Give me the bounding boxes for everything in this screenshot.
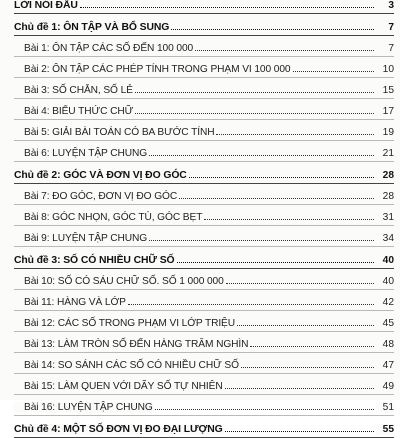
lesson-page: 21 [376, 148, 394, 159]
lesson-label: Bài 6: LUYỆN TẬP CHUNG [14, 148, 148, 159]
lesson-label: Bài 12: CÁC SỐ TRONG PHẠM VI LỚP TRIỆU [14, 318, 236, 329]
lesson-page: 40 [376, 276, 394, 287]
leader-dots [293, 70, 375, 72]
lesson-label: Bài 3: SỐ CHẴN, SỐ LẺ [14, 85, 134, 96]
toc-lesson-12 [14, 311, 394, 332]
chapter-title: Chủ đề 1: ÔN TẬP VÀ BỔ SUNG [14, 22, 170, 33]
toc-lesson-2 [14, 57, 394, 78]
chapter-title: Chủ đề 3: SỐ CÓ NHIỀU CHỮ SỐ [14, 255, 175, 266]
leader-dots [241, 366, 374, 368]
lesson-page: 47 [376, 360, 394, 371]
leader-dots [237, 324, 374, 326]
chapter-title: Chủ đề 2: GÓC VÀ ĐƠN VỊ ĐO GÓC [14, 170, 187, 181]
leader-dots [80, 6, 374, 8]
toc-preface [14, 0, 394, 14]
leader-dots [225, 430, 374, 432]
toc-lesson-5 [14, 120, 394, 141]
lesson-label: Bài 1: ÔN TẬP CÁC SỐ ĐẾN 100 000 [14, 43, 194, 54]
lesson-page: 34 [376, 233, 394, 244]
leader-dots [149, 239, 374, 241]
toc-lesson-7 [14, 184, 394, 205]
toc-lesson-1 [14, 36, 394, 57]
toc-lesson-13 [14, 332, 394, 353]
toc-lesson-3 [14, 78, 394, 99]
lesson-page: 15 [376, 85, 394, 96]
chapter-title: Chủ đề 4: MỘT SỐ ĐƠN VỊ ĐO ĐẠI LƯỢNG [14, 424, 223, 435]
leader-dots [250, 345, 374, 347]
leader-dots [177, 261, 374, 263]
table-of-contents [14, 0, 394, 438]
toc-lesson-9 [14, 226, 394, 247]
toc-chapter-4 [14, 416, 394, 438]
toc-preface-label: LỜI NÓI ĐẦU [14, 0, 78, 11]
chapter-page: 28 [376, 170, 394, 181]
toc-lesson-15 [14, 374, 394, 395]
lesson-page: 10 [376, 64, 394, 75]
toc-lesson-14 [14, 353, 394, 374]
leader-dots [179, 197, 374, 199]
lesson-page: 31 [376, 212, 394, 223]
leader-dots [204, 218, 374, 220]
toc-lesson-10 [14, 269, 394, 290]
lesson-label: Bài 15: LÀM QUEN VỚI DÃY SỐ TỰ NHIÊN [14, 381, 224, 392]
lesson-label: Bài 5: GIẢI BÀI TOÁN CÓ BA BƯỚC TÍNH [14, 127, 215, 138]
toc-chapter-3 [14, 247, 394, 269]
chapter-page: 7 [376, 22, 394, 33]
leader-dots [171, 28, 374, 30]
toc-preface-page: 3 [376, 0, 394, 11]
toc-chapter-1 [14, 14, 394, 36]
lesson-label: Bài 8: GÓC NHỌN, GÓC TÙ, GÓC BẸT [14, 212, 203, 223]
lesson-page: 28 [376, 191, 394, 202]
lesson-page: 19 [376, 127, 394, 138]
leader-dots [135, 112, 374, 114]
leader-dots [155, 408, 374, 410]
lesson-label: Bài 9: LUYỆN TẬP CHUNG [14, 233, 148, 244]
toc-chapter-2 [14, 162, 394, 184]
lesson-label: Bài 11: HÀNG VÀ LỚP [14, 297, 127, 308]
lesson-label: Bài 14: SO SÁNH CÁC SỐ CÓ NHIỀU CHỮ SỐ [14, 360, 240, 371]
lesson-label: Bài 7: ĐO GÓC, ĐƠN VỊ ĐO GÓC [14, 191, 178, 202]
lesson-page: 49 [376, 381, 394, 392]
leader-dots [195, 49, 374, 51]
lesson-label: Bài 2: ÔN TẬP CÁC PHÉP TÍNH TRONG PHẠM VI 100 000 [14, 64, 292, 75]
leader-dots [149, 154, 374, 156]
lesson-label: Bài 13: LÀM TRÒN SỐ ĐẾN HÀNG TRĂM NGHÌN [14, 339, 249, 350]
leader-dots [225, 387, 374, 389]
lesson-page: 48 [376, 339, 394, 350]
toc-lesson-4 [14, 99, 394, 120]
toc-lesson-11 [14, 290, 394, 311]
lesson-label: Bài 4: BIỂU THỨC CHỮ [14, 106, 134, 117]
leader-dots [216, 133, 374, 135]
lesson-page: 51 [376, 402, 394, 413]
toc-lesson-6 [14, 141, 394, 162]
leader-dots [135, 91, 374, 93]
lesson-label: Bài 10: SỐ CÓ SÁU CHỮ SỐ. SỐ 1 000 000 [14, 276, 225, 287]
lesson-page: 42 [376, 297, 394, 308]
toc-lesson-16 [14, 395, 394, 416]
lesson-label: Bài 16: LUYỆN TẬP CHUNG [14, 402, 154, 413]
toc-lesson-8 [14, 205, 394, 226]
lesson-page: 17 [376, 106, 394, 117]
leader-dots [189, 176, 374, 178]
lesson-page: 7 [376, 43, 394, 54]
lesson-page: 45 [376, 318, 394, 329]
leader-dots [128, 303, 374, 305]
leader-dots [226, 282, 374, 284]
chapter-page: 40 [376, 255, 394, 266]
chapter-page: 55 [376, 424, 394, 435]
